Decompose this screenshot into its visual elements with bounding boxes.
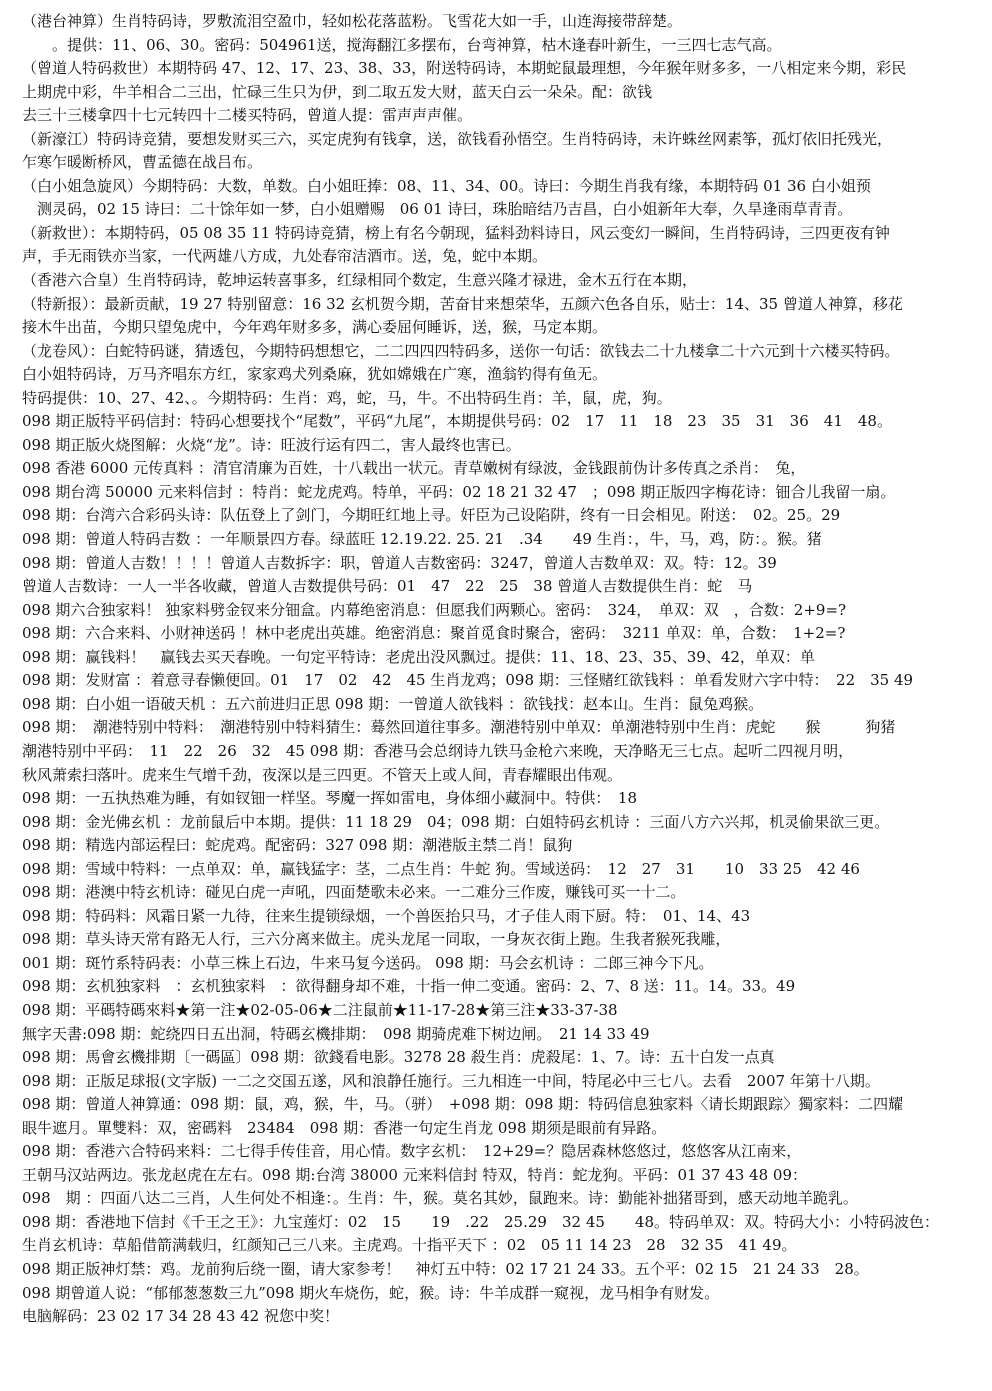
text-line: 098 期：正版足球报(文字版) 一二之交国五遂，风和浪静任施行。三九相连一中间，特尾必中三七八。去看 2007 年第十八期。 bbox=[22, 1071, 880, 1090]
text-line: 098 期：香港地下信封《千王之王》：九宝莲灯：02 15 19 .22 25.29 32 45 48。特码单双：双。特码大小：小特码波色： bbox=[22, 1212, 939, 1231]
text-line: 特码提供：10、27、42、。今期特码：生肖：鸡，蛇，马，牛。不出特码生肖：羊，鼠，虎，狗。 bbox=[22, 388, 672, 407]
text-line: 098 期曾道人说：“郁郁葱葱数三九”098 期火车烧伤，蛇，猴。诗：牛羊成群一窥视，龙马相争有财发。 bbox=[22, 1283, 720, 1302]
text-line: 秋风萧索扫落叶。虎来生气增千劲，夜深以是三四更。不管天上或人间，青春耀眼出伟观。 bbox=[22, 765, 623, 784]
text-line: 098 期：馬會玄機排期〔一碼區〕098 期：欲錢看电影。3278 28 殺生肖：虎殺尾：1、7。诗：五十白发一点真 bbox=[22, 1048, 775, 1067]
text-line: 001 期：斑竹系特码表：小草三株上石边，牛来马复今送码。 098 期：马会玄机诗 ：二郎三神今下凡。 bbox=[22, 953, 714, 972]
text-line: 098 期正版神灯禁：鸡。龙前狗后绕一圈，请大家参考！ 神灯五中特：02 17 21 24 33。五个平：02 15 21 24 33 28。 bbox=[22, 1259, 869, 1278]
text-line: （曾道人特码救世）本期特码 47、12、17、23、38、33，附送特码诗，本期蛇鼠最理想，今年猴年财多多，一八相定来今期，彩民 bbox=[22, 59, 907, 78]
text-line: （港台神算）生肖特码诗，罗敷流泪空盈巾，轻如松花落蓝粉。飞雪花大如一手，山连海接带辞楚。 bbox=[22, 12, 683, 30]
text-line: （特新报）：最新贡献，19 27 特别留意：16 32 玄机贺今期，苦奋甘来想荣华，五颜六色各自乐，贴士：14、35 曾道人神算，移花 bbox=[22, 294, 903, 313]
text-line: 。提供：11、06、30。密码：504961送，搅海翻江多摆布，台弯神算，枯木逢春叶新生，一三四七志气高。 bbox=[22, 35, 782, 54]
text-line: 曾道人吉数诗：一人一半各收藏，曾道人吉数提供号码：01 47 22 25 38 曾道人吉数提供生肖：蛇 马 bbox=[22, 577, 753, 596]
text-line: 去三十三楼拿四十七元转四十二楼买特码，曾道人提：雷声声声催。 bbox=[22, 106, 473, 125]
text-line: 無字天書:098 期：蛇绕四日五出洞，特碼玄機排期： 098 期骑虎难下树边闸。 21 14 33 49 bbox=[22, 1024, 650, 1043]
text-line: 098 期：白小姐一语破天机 ：五六前进归正思 098 期：一曾道人欲钱料 ：欲钱找：赵本山。生肖：鼠兔鸡猴。 bbox=[22, 694, 764, 713]
text-line: 098 期：赢钱料！ 赢钱去买天春晚。一句定平特诗：老虎出没风飘过。提供：11、18、23、35、39、42，单双：单 bbox=[22, 647, 815, 666]
text-line: 098 期：平碼特碼來料★第一注★02-05-06★二注鼠前★11-17-28★第三注★33-37-38 bbox=[22, 1000, 618, 1019]
text-line: 声，手无雨铁亦当家，一代两雄八方成，九处春帘洁酒市。送，兔，蛇中本期。 bbox=[22, 247, 548, 266]
text-line: （龙卷风）：白蛇特码谜，猜透包，今期特码想想它，二二四四四特码多，送你一句话：欲钱去二十九楼拿二十六元到十六楼买特码。 bbox=[22, 341, 900, 360]
text-line: 098 期正版特平码信封：特码心想要找个“尾数”，平码“九尾”，本期提供号码：02 17 11 18 23 35 31 36 41 48。 bbox=[22, 412, 892, 431]
text-line: 生肖玄机诗：草船借箭满载归，红颜知己三八来。主虎鸡。十指平天下 ：02 05 11 14 23 28 32 35 41 49。 bbox=[22, 1236, 797, 1255]
lottery-text-document bbox=[22, 10, 978, 1329]
text-line: 098 期：特码料：风霜日紧一九待，往来生提锁绿烟，一个兽医抬只马，才子佳人雨下厨。特： 01、14、43 bbox=[22, 906, 751, 925]
text-line: （新濠江）特码诗竞猜，要想发财买三六，买定虎狗有钱拿，送，欲钱看孙悟空。生肖特码诗，未许蛛丝网素筝，孤灯依旧托残光， bbox=[22, 129, 893, 148]
text-line: 098 期六合独家料！ 独家料劈金钗来分钿盒。内幕绝密消息：但愿我们两颗心。密码： 324， 单双：双 ，合数：2+9=? bbox=[22, 600, 847, 619]
text-line: 098 期：曾道人吉数！！！！曾道人吉数拆字：职，曾道人吉数密码：3247，曾道人吉数单双：双。特：12。39 bbox=[22, 553, 777, 572]
text-line: 098 期：发财富 ：着意寻春懒便回。01 17 02 42 45 生肖龙鸡；098 期：三怪赌红欲钱料 ：单看发财六字中特： 22 35 49 bbox=[22, 671, 914, 690]
text-line: 098 期：港澳中特玄机诗：碰见白虎一声吼，四面楚歌未必来。一二难分三作废，赚钱可买一十二。 bbox=[22, 883, 686, 902]
text-line: 098 期：草头诗天常有路无人行，三六分离来做主。虎头龙尾一同取，一身灰衣街上跑。生我者猴死我雕， bbox=[22, 930, 731, 949]
text-line: 098 期：一五执热难为睡，有如钗钿一样坚。琴魔一挥如雷电，身体细小藏洞中。特供： 18 bbox=[22, 789, 637, 808]
text-line: 098 期：曾道人特码吉数 ：一年顺景四方春。绿蓝旺 12.19.22. 25. 21 .34 49 生肖：，牛，马，鸡，防：。猴。猪 bbox=[22, 530, 822, 549]
text-line: 上期虎中彩，牛羊相合二三出，忙碌三生只为伊，到二取五发大财，蓝天白云一朵朵。配：欲钱 bbox=[22, 82, 653, 101]
text-line: 098 期：玄机独家料 ：玄机独家料 ：欲得翻身却不难，十指一伸二变通。密码：2、7、8 送：11。14。33。49 bbox=[22, 977, 796, 996]
text-line: 098 期：雪域中特料：一点单双：单，赢钱猛字：茎，二点生肖：牛蛇 狗。雪域送码： 12 27 31 10 33 25 42 46 bbox=[22, 859, 860, 878]
text-line: 098 期： 潮港特别中特料： 潮港特别中特料猜生：蓦然回道往事多。潮港特别中单双：单潮港特别中生肖：虎蛇 猴 狗猪 bbox=[22, 718, 896, 737]
text-line: （新救世）：本期特码，05 08 35 11 特码诗竞猜，榜上有名今朝现，猛料劲料诗日，风云变幻一瞬间，生肖特码诗，三四更夜有钟 bbox=[22, 223, 890, 242]
text-line: （白小姐急旋风）今期特码：大数，单数。白小姐旺捧：08、11、34、00。诗曰：今期生肖我有缘，本期特码 01 36 白小姐预 bbox=[22, 176, 871, 195]
text-line: 乍寒乍暖断桥风，曹孟德在战吕布。 bbox=[22, 153, 263, 172]
text-line: 098 期：台湾六合彩码头诗：队伍登上了剑门，今期旺红地上寻。奸臣为己设陷阱，终有一日会相见。附送： 02。25。29 bbox=[22, 506, 841, 525]
text-line: 098 期：香港六合特码来料：二七得手传佳音，用心情。数字玄机： 12+29=？隐居森林悠悠过，悠悠客从江南来， bbox=[22, 1142, 802, 1161]
text-line: 潮港特别中平码： 11 22 26 32 45 098 期：香港马会总纲诗九铁马金枪六来晚，天净略无三七点。起听二四视月明， bbox=[22, 741, 854, 760]
text-line: 白小姐特码诗，万马齐唱东方红，家家鸡犬列桑麻，犹如嫦娥在广寒，渔翁钓得有鱼无。 bbox=[22, 365, 608, 384]
text-line: 电脑解码：23 02 17 34 28 43 42 祝您中奖！ bbox=[22, 1307, 339, 1326]
text-line: 接木牛出苗，今期只望兔虎中，今年鸡年财多多，满心委屈何睡诉，送，猴，马定本期。 bbox=[22, 318, 608, 337]
text-line: 王朝马汉站两边。张龙赵虎在左右。098 期:台湾 38000 元来料信封 特双，特肖：蛇龙狗。平码：01 37 43 48 09： bbox=[22, 1165, 807, 1184]
text-line: 098 香港 6000 元传真料 ：清官清廉为百姓，十八载出一状元。青草嫩树有绿波，金钱跟前伪计多传真之杀肖： 兔， bbox=[22, 459, 806, 478]
text-line: 098 期：精选内部运程曰：蛇虎鸡。配密码：327 098 期：潮港版主禁二肖！鼠狗 bbox=[22, 836, 573, 855]
text-line: 098 期台湾 50000 元来料信封 ：特肖：蛇龙虎鸡。特单，平码：02 18 21 32 47 ；098 期正版四字梅花诗：钿合儿我留一扇。 bbox=[22, 482, 896, 501]
text-line: 098 期：曾道人神算通：098 期：鼠，鸡，猴，牛，马。（骈） +098 期：098 期：特码信息独家料〈请长期跟踪〉獨家料：二四耀 bbox=[22, 1095, 904, 1114]
text-line: 098 期 ：四面八达二三肖，人生何处不相逢：。生肖：牛，猴。莫名其妙，鼠跑来。诗：勤能补拙猪哥到，感天动地羊跪乳。 bbox=[22, 1189, 858, 1208]
text-line: 098 期：六合来料、小财神送码 ！林中老虎出英雄。绝密消息：聚首觅食时聚合，密码： 3211 单双：单，合数： 1+2=? bbox=[22, 624, 846, 643]
text-line: （香港六合皇）生肖特码诗，乾坤运转喜事多，红绿相同个数定，生意兴隆才禄进，金木五行在本期， bbox=[22, 271, 698, 290]
text-line: 098 期正版火烧图解：火烧“龙”。诗：旺波行运有四二，害人最终也害已。 bbox=[22, 435, 521, 454]
text-line: 眼牛遮月。單雙料：双，密碼料 23484 098 期：香港一句定生肖龙 098 期须是眼前有异路。 bbox=[22, 1118, 667, 1137]
text-line: 098 期：金光佛玄机 ：龙前鼠后中本期。提供：11 18 29 04；098 期：白姐特码玄机诗 ：三面八方六兴邦，机灵偷果欲三更。 bbox=[22, 812, 890, 831]
text-line: 测灵码，02 15 诗曰：二十馀年如一梦，白小姐赠赐 06 01 诗曰，珠胎暗结乃吉昌，白小姐新年大奉，久旱逢雨草青青。 bbox=[22, 200, 853, 219]
